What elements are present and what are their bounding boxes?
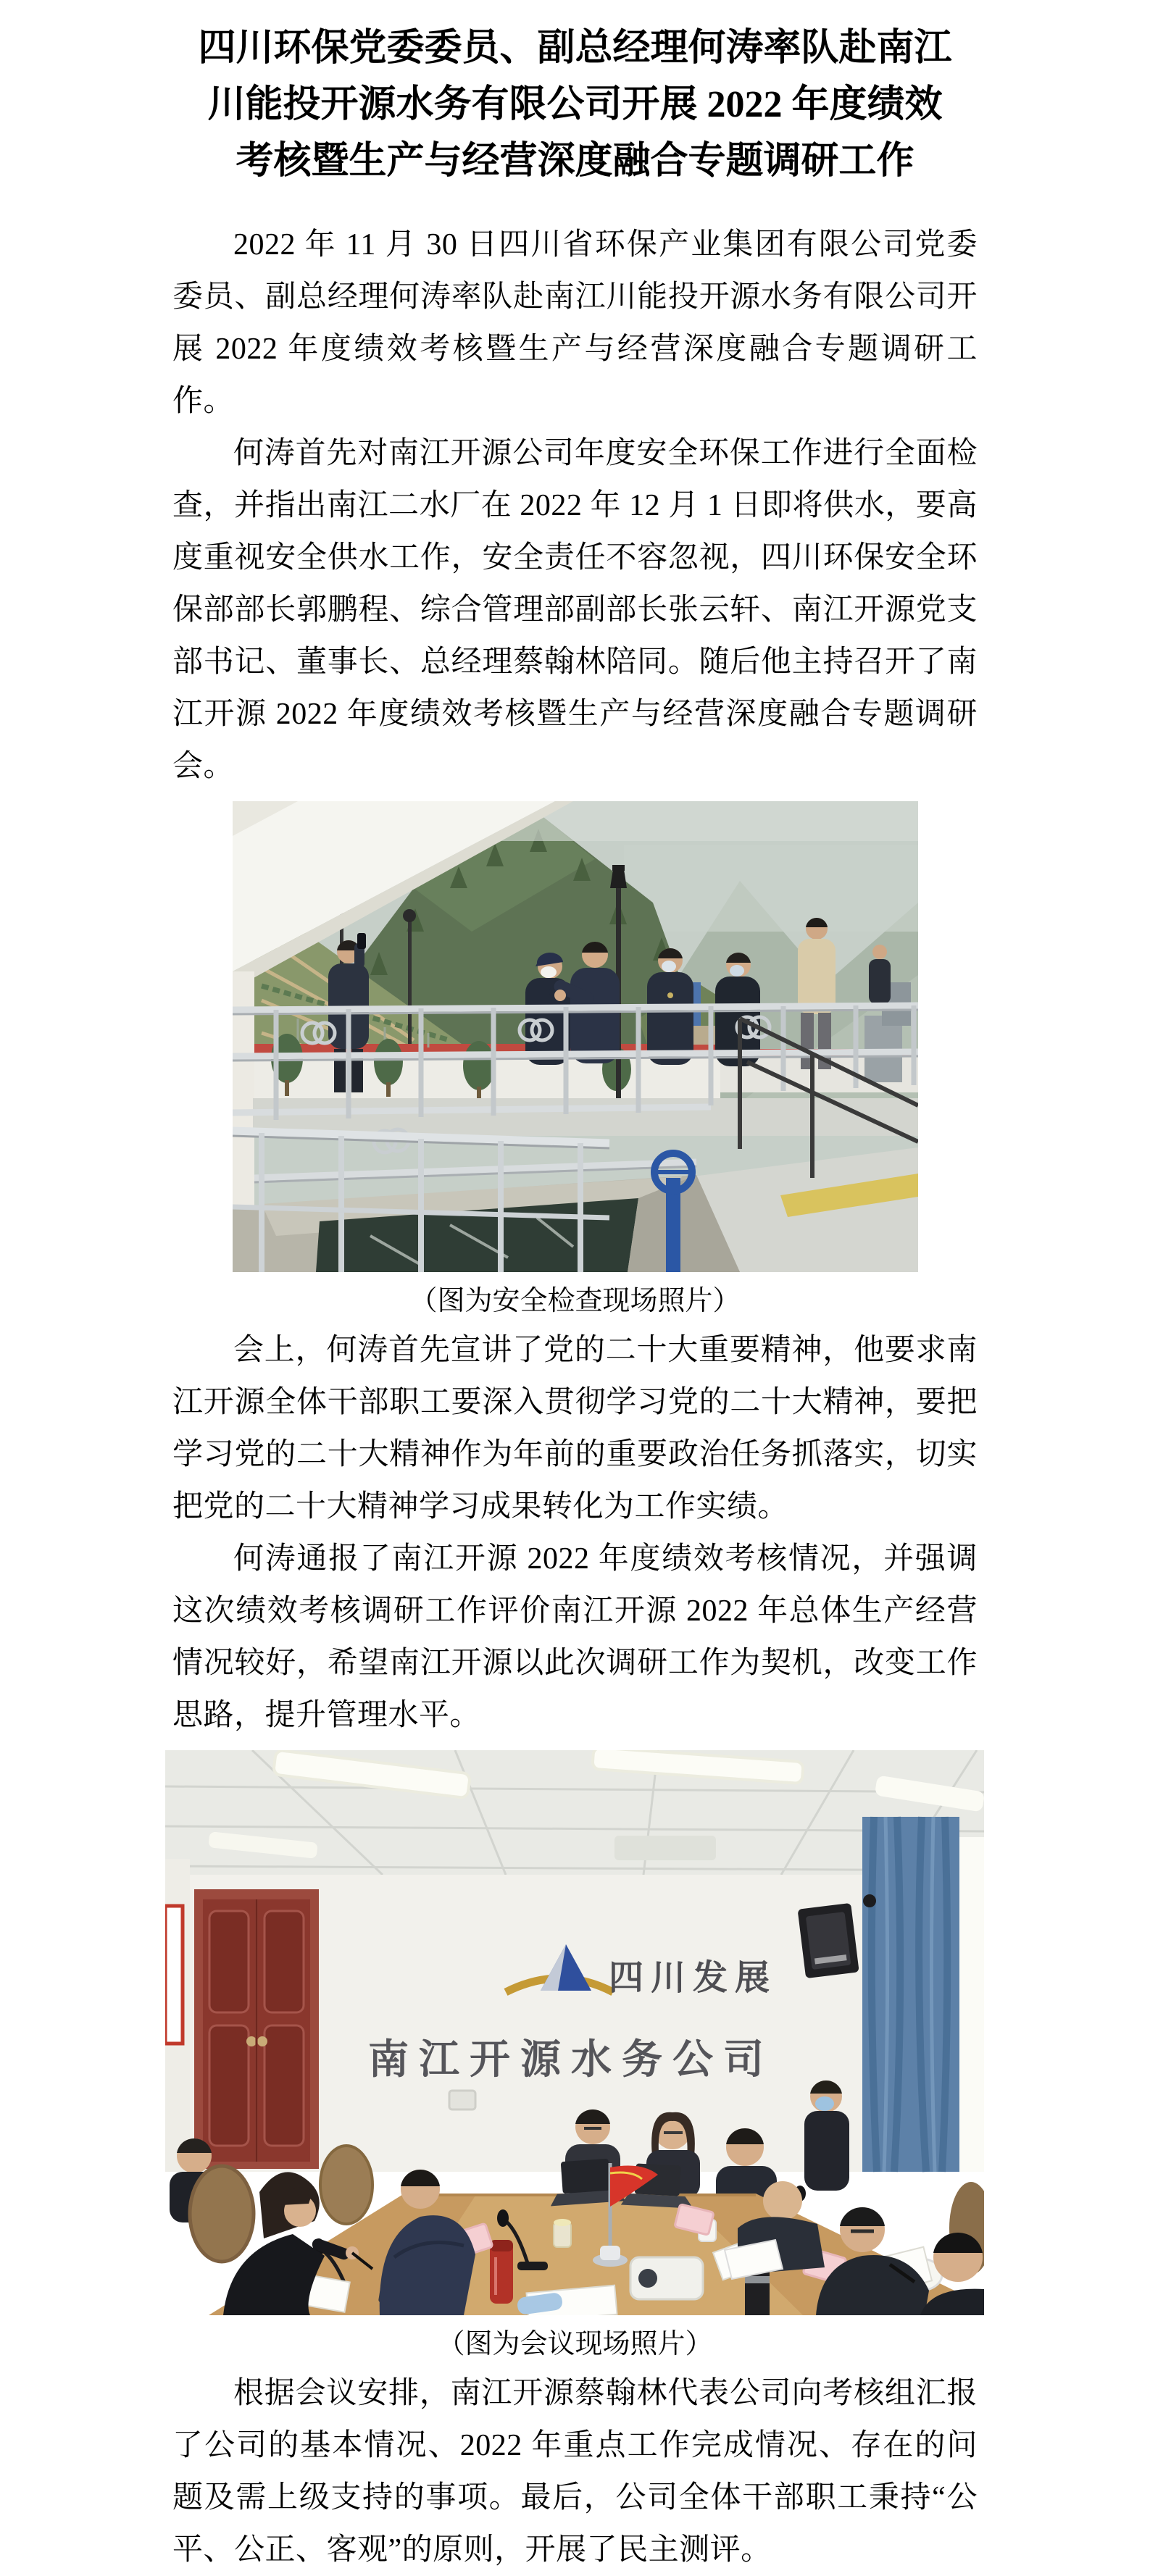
title-line-3: 考核暨生产与经营深度融合专题调研工作 [236,141,914,182]
projector [630,2257,703,2299]
wall-switch [449,2091,475,2109]
man-puffy-jacket [380,2170,475,2315]
red-thermos [490,2240,513,2304]
paragraph-5: 根据会议安排，南江开源蔡翰林代表公司向考核组汇报了公司的基本情况、2022 年重点工作完成情况、存在的问题及需上级支持的事项。最后，公司全体干部职工秉持“公平、公正、客观”的原则，开展了民主测评。 [172,2377,978,2567]
ceiling-vent [614,1836,716,1860]
title-line-1: 四川环保党委委员、副总经理何涛率队赴南江 [198,28,952,69]
photo-caption-1: （图为安全检查现场照片） [409,1286,741,1316]
security-camera [863,1894,876,1907]
safety-inspection-scene [233,801,918,1272]
paragraph-1: 2022 年 11 月 30 日四川省环保产业集团有限公司党委委员、副总经理何涛率队赴南江川能投开源水务有限公司开展 2022 年度绩效考核暨生产与经营深度融合专题调研工作。 [172,228,978,418]
article-title [172,20,978,190]
meeting-scene [165,1750,984,2315]
blue-curtain [862,1817,959,2172]
paragraph-4: 何涛通报了南江开源 2022 年度绩效考核情况，并强调这次绩效考核调研工作评价南江开源 2022 年总体生产经营情况较好，希望南江开源以此次调研工作为契机，改变工作思路，提升管理水平。 [172,1542,978,1732]
photo-caption-2: （图为会议现场照片） [437,2329,713,2359]
paragraph-2: 何涛首先对南江开源公司年度安全环保工作进行全面检查，并指出南江二水厂在 2022 年 12 月 1 日即将供水，要高度重视安全供水工作，安全责任不容忽视，四川环保安全环保部部长郭鹏程、综合管理部副部长张云轩、南江开源党支部书记、董事长、总经理蔡翰林陪同。随后他主持召开了南江开源 2022 年度绩效考核暨生产与经营深度融合专题调研会。 [172,437,978,783]
photo-meeting [165,1750,984,2315]
walkway [253,1098,918,1136]
paragraph-3: 会上，何涛首先宣讲了党的二十大重要精神，他要求南江开源全体干部职工要深入贯彻学习党的二十大精神，要把学习党的二十大精神作为年前的重要政治任务抓落实，切实把党的二十大精神学习成果转化为工作实绩。 [172,1334,978,1523]
photo-safety-inspection [233,801,918,1272]
red-door [194,1889,319,2169]
logo-text: 四川发展 [609,1959,778,1997]
left-pillar [165,1859,190,2172]
title-line-2: 川能投开源水务有限公司开展 2022 年度绩效 [207,84,943,125]
company-name-text: 南江开源水务公司 [368,2036,774,2082]
window-light [959,1837,984,2172]
wall-speaker [798,1903,859,1978]
ceiling [165,1750,984,1875]
